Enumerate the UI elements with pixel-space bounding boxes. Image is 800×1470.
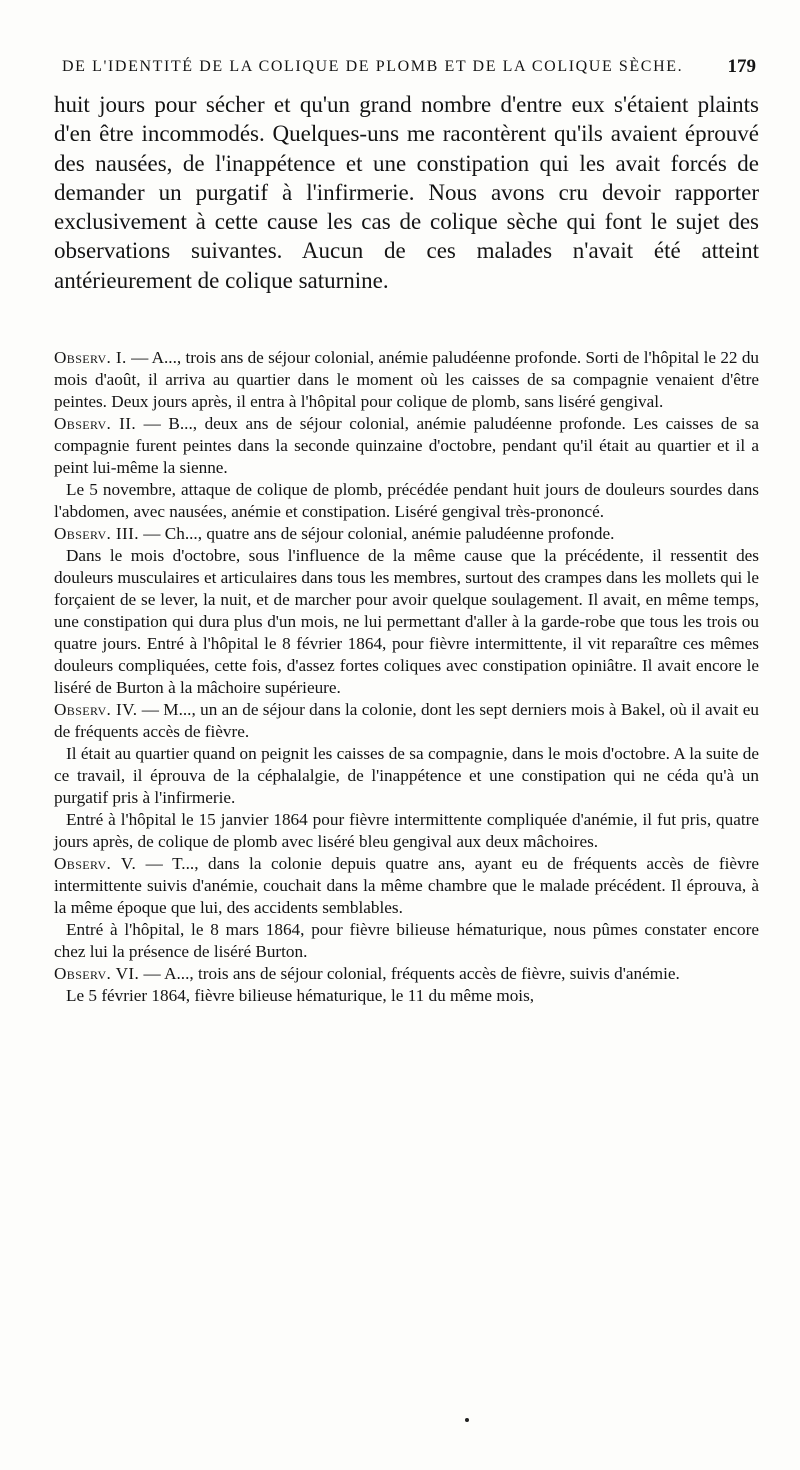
page-number: 179 <box>727 56 756 77</box>
observation-label: Observ. III. <box>54 524 139 543</box>
intro-paragraph-block <box>54 90 759 295</box>
observation-paragraph <box>54 853 759 919</box>
observation-paragraph: Dans le mois d'octobre, sous l'influence de la même cause que la précédente, il ressentit des douleurs musculaires et articulaires dans tous les membres, surtout des crampes dans les mollets qui le forçaient de se lever, la nuit, et de marcher pour avoir quelque soulagement. Il avait, en même temps, une constipation qui dura plus d'un mois, ne lui permettant d'aller à la garde-robe que tous les trois ou quatre jours. Entré à l'hôpital le 8 février 1864, pour fièvre intermittente, il vit reparaître ces mêmes douleurs compliquées, cette fois, d'assez fortes coliques avec constipation opiniâtre. Il avait encore le liséré de Burton à la mâchoire supérieure. <box>54 546 759 697</box>
observations <box>54 347 759 1007</box>
observation-label: Observ. IV. <box>54 700 138 719</box>
observation-paragraph <box>54 413 759 479</box>
observation-label: Observ. VI. <box>54 964 140 983</box>
observation-text: — A..., trois ans de séjour colonial, fréquents accès de fièvre, suivis d'anémie. <box>143 964 680 983</box>
running-title: DE L'IDENTITÉ DE LA COLIQUE DE PLOMB ET DE LA COLIQUE SÈCHE. <box>62 58 684 75</box>
observation-paragraph <box>54 347 759 413</box>
observation-text: — Ch..., quatre ans de séjour colonial, anémie paludéenne profonde. <box>143 524 615 543</box>
observation-paragraph: Il était au quartier quand on peignit les caisses de sa compagnie, dans le mois d'octobre. A la suite de ce travail, il éprouva de la céphalalgie, de l'inappétence et une constipation qui ne céda qu'à un purgatif pris à l'infirmerie. <box>54 744 759 807</box>
observation-label: Observ. II. <box>54 414 137 433</box>
observation-text: — A..., trois ans de séjour colonial, anémie paludéenne profonde. Sorti de l'hôpital le 22 du mois d'août, il arriva au quartier dans le moment où les caisses de sa compagnie venaient d'être peintes. Deux jours après, il entra à l'hôpital pour colique de plomb, sans liséré gengival. <box>54 348 760 411</box>
observation-paragraph <box>54 523 759 545</box>
observation-paragraph: Le 5 février 1864, fièvre bilieuse hématurique, le 11 du même mois, <box>66 986 535 1005</box>
observation-label: Observ. I. <box>54 348 127 367</box>
observation-paragraph: Entré à l'hôpital le 15 janvier 1864 pour fièvre intermittente compliquée d'anémie, il fut pris, quatre jours après, de colique de plomb avec liséré bleu gengival aux deux mâchoires. <box>54 810 759 851</box>
observation-paragraph: Le 5 novembre, attaque de colique de plomb, précédée pendant huit jours de douleurs sourdes dans l'abdomen, avec nausées, anémie et constipation. Liséré gengival très-prononcé. <box>54 480 759 521</box>
observation-paragraph <box>54 963 759 985</box>
observation-label: Observ. V. <box>54 854 137 873</box>
observation-paragraph <box>54 699 759 743</box>
observation-paragraph: Entré à l'hôpital, le 8 mars 1864, pour fièvre bilieuse hématurique, nous pûmes constater encore chez lui la présence de liséré Burton. <box>54 920 759 961</box>
intro-paragraph: huit jours pour sécher et qu'un grand nombre d'entre eux s'étaient plaints d'en être incommodés. Quelques-uns me racontèrent qu'ils avaient éprouvé des nausées, de l'inappétence et une constipation qui les avait forcés de demander un purgatif à l'infirmerie. Nous avons cru devoir rapporter exclusivement à cette cause les cas de colique sèche qui font le sujet des observations suivantes. Aucun de ces malades n'avait été atteint antérieurement de colique saturnine. <box>54 92 759 293</box>
print-speck <box>465 1418 469 1422</box>
observation-text: — M..., un an de séjour dans la colonie, dont les sept derniers mois à Bakel, où il avait eu de fréquents accès de fièvre. <box>54 700 760 741</box>
running-header <box>62 58 756 84</box>
observation-text: — B..., deux ans de séjour colonial, anémie paludéenne profonde. Les caisses de sa compagnie furent peintes dans la seconde quinzaine d'octobre, pendant qu'il était au quartier et il a peint lui-même la sienne. <box>54 414 759 477</box>
observation-text: — T..., dans la colonie depuis quatre ans, ayant eu de fréquents accès de fièvre intermittente suivis d'anémie, couchait dans la même chambre que le malade précédent. Il éprouva, à la même époque que lui, des accidents semblables. <box>54 854 759 917</box>
